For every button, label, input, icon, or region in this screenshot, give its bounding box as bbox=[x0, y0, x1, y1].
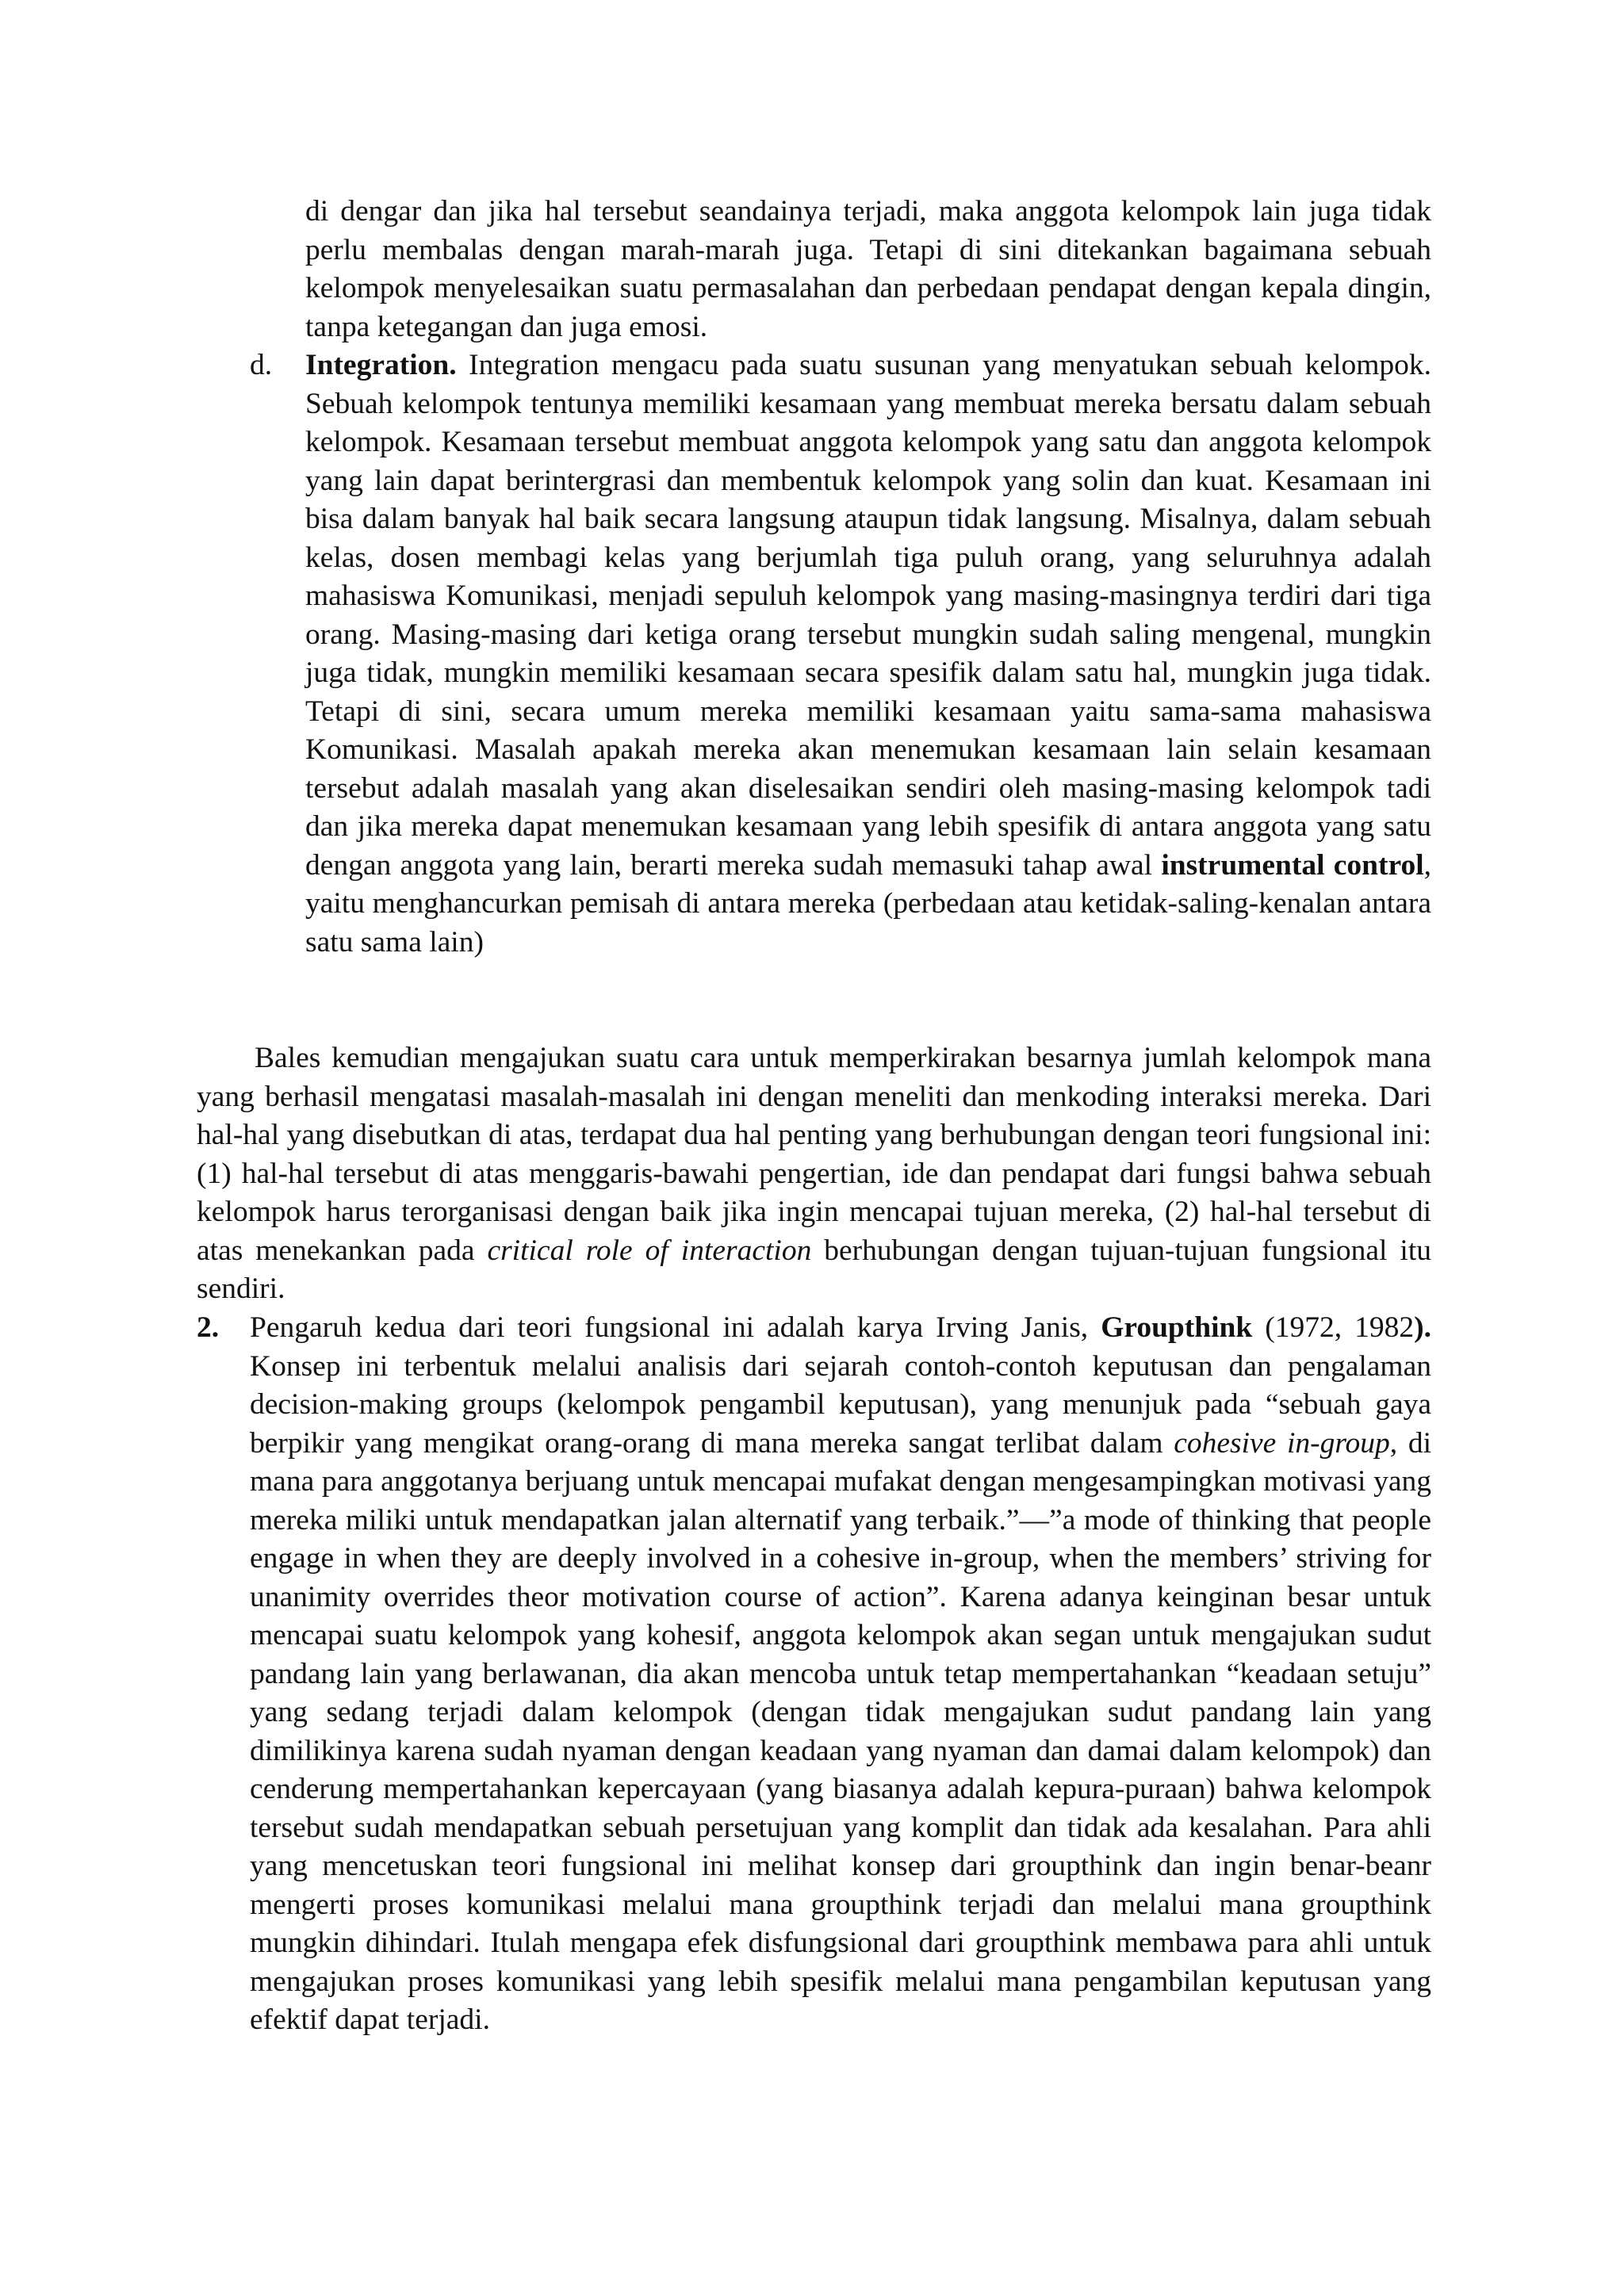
list-marker-d: d. bbox=[250, 349, 273, 381]
bales-paragraph bbox=[197, 1039, 1431, 1309]
term-instrumental-control: instrumental control bbox=[1161, 848, 1424, 882]
item-2-text-4: , di mana para anggotanya berjuang untuk mencapai mufakat dengan mengesampingkan motivasi yang mereka miliki untuk mendapatkan jalan alternatif yang terbaik.”—”a mode of thinking that people engage in when they are deeply involved in a cohesive in-group, when the members’ striving for unanimity overrides theor motivation course of action”. Karena adanya keinginan besar untuk mencapai suatu kelompok yang kohesif, anggota kelompok akan segan untuk mengajukan sudut pandang lain yang berlawanan, dia akan mencoba untuk tetap mempertahankan “keadaan setuju” yang sedang terjadi dalam kelompok (dengan tidak mengajukan sudut pandang lain yang dimilikinya karena sudah nyaman dengan keadaan yang nyaman dan damai dalam kelompok) dan cenderung mempertahankan kepercayaan (yang biasanya adalah kepura-puraan) bahwa kelompok tersebut sudah mendapatkan sebuah persetujuan yang komplit dan tidak ada kesalahan. Para ahli yang mencetuskan teori fungsional ini melihat konsep dari groupthink dan ingin benar-beanr mengerti proses komunikasi melalui mana groupthink terjadi dan melalui mana groupthink mungkin dihindari. Itulah mengapa efek disfungsional dari groupthink membawa para ahli untuk mengajukan proses komunikasi yang lebih spesifik melalui mana pengambilan keputusan yang efektif dapat terjadi. bbox=[250, 1426, 1431, 2036]
bales-italic-term: critical role of interaction bbox=[487, 1234, 812, 1267]
bales-text-2: berhubungan dengan tujuan-tujuan fungsional itu sendiri. bbox=[197, 1234, 1431, 1305]
item-2-text-1: Pengaruh kedua dari teori fungsional ini adalah karya Irving Janis, bbox=[250, 1311, 1101, 1344]
term-groupthink: Groupthink bbox=[1101, 1311, 1253, 1344]
list-item-2 bbox=[197, 1309, 1431, 2040]
list-item-d-body bbox=[305, 346, 1431, 962]
item-2-text-3: Konsep ini terbentuk melalui analisis dari sejarah contoh-contoh keputusan dan pengalaman decision-making groups (kelompok pengambil keputusan), yang menunjuk pada “sebuah gaya berpikir yang mengikat orang-orang di mana mereka sangat terlibat dalam bbox=[250, 1349, 1431, 1460]
term-integration: Integration. bbox=[305, 349, 457, 381]
list-marker-2: 2. bbox=[197, 1311, 220, 1344]
item-d-text-2: , yaitu menghancurkan pemisah di antara mereka (perbedaan atau ketidak-saling-kenalan antara satu sama lain) bbox=[305, 848, 1432, 959]
list-item-2-body bbox=[250, 1309, 1431, 2040]
list-item-d bbox=[250, 346, 1431, 962]
continuation-paragraph: di dengar dan jika hal tersebut seandainya terjadi, maka anggota kelompok lain juga tidak perlu membalas dengan marah-marah juga. Tetapi di sini ditekankan bagaimana sebuah kelompok menyelesaikan suatu permasalahan dan perbedaan pendapat dengan kepala dingin, tanpa ketegangan dan juga emosi. bbox=[305, 195, 1431, 343]
item-2-text-2: (1972, 1982 bbox=[1252, 1311, 1415, 1344]
bales-text-1: Bales kemudian mengajukan suatu cara untuk memperkirakan besarnya jumlah kelompok mana yang berhasil mengatasi masalah-masalah ini dengan meneliti dan menkoding interaksi mereka. Dari hal-hal yang disebutkan di atas, terdapat dua hal penting yang berhubungan dengan teori fungsional ini: (1) hal-hal tersebut di atas menggaris-bawahi pengertian, ide dan pendapat dari fungsi bahwa sebuah kelompok harus terorganisasi dengan baik jika ingin mencapai tujuan mereka, (2) hal-hal tersebut di atas menekankan pada bbox=[197, 1042, 1431, 1267]
item-2-bold-dot: ). bbox=[1414, 1311, 1431, 1344]
item-d-text-1: Integration mengacu pada suatu susunan yang menyatukan sebuah kelompok. Sebuah kelompok tentunya memiliki kesamaan yang membuat mereka bersatu dalam sebuah kelompok. Kesamaan tersebut membuat anggota kelompok yang satu dan anggota kelompok yang lain dapat berintergrasi dan membentuk kelompok yang solin dan kuat. Kesamaan ini bisa dalam banyak hal baik secara langsung ataupun tidak langsung. Misalnya, dalam sebuah kelas, dosen membagi kelas yang berjumlah tiga puluh orang, yang seluruhnya adalah mahasiswa Komunikasi, menjadi sepuluh kelompok yang masing-masingnya terdiri dari tiga orang. Masing-masing dari ketiga orang tersebut mungkin sudah saling mengenal, mungkin juga tidak, mungkin memiliki kesamaan secara spesifik dalam satu hal, mungkin juga tidak. Tetapi di sini, secara umum mereka memiliki kesamaan yaitu sama-sama mahasiswa Komunikasi. Masalah apakah mereka akan menemukan kesamaan lain selain kesamaan tersebut adalah masalah yang akan diselesaikan sendiri oleh masing-masing kelompok tadi dan jika mereka dapat menemukan kesamaan yang lebih spesifik di antara anggota yang satu dengan anggota yang lain, berarti mereka sudah memasuki tahap awal bbox=[305, 349, 1431, 882]
item-2-italic-term: cohesive in-group bbox=[1174, 1426, 1390, 1460]
